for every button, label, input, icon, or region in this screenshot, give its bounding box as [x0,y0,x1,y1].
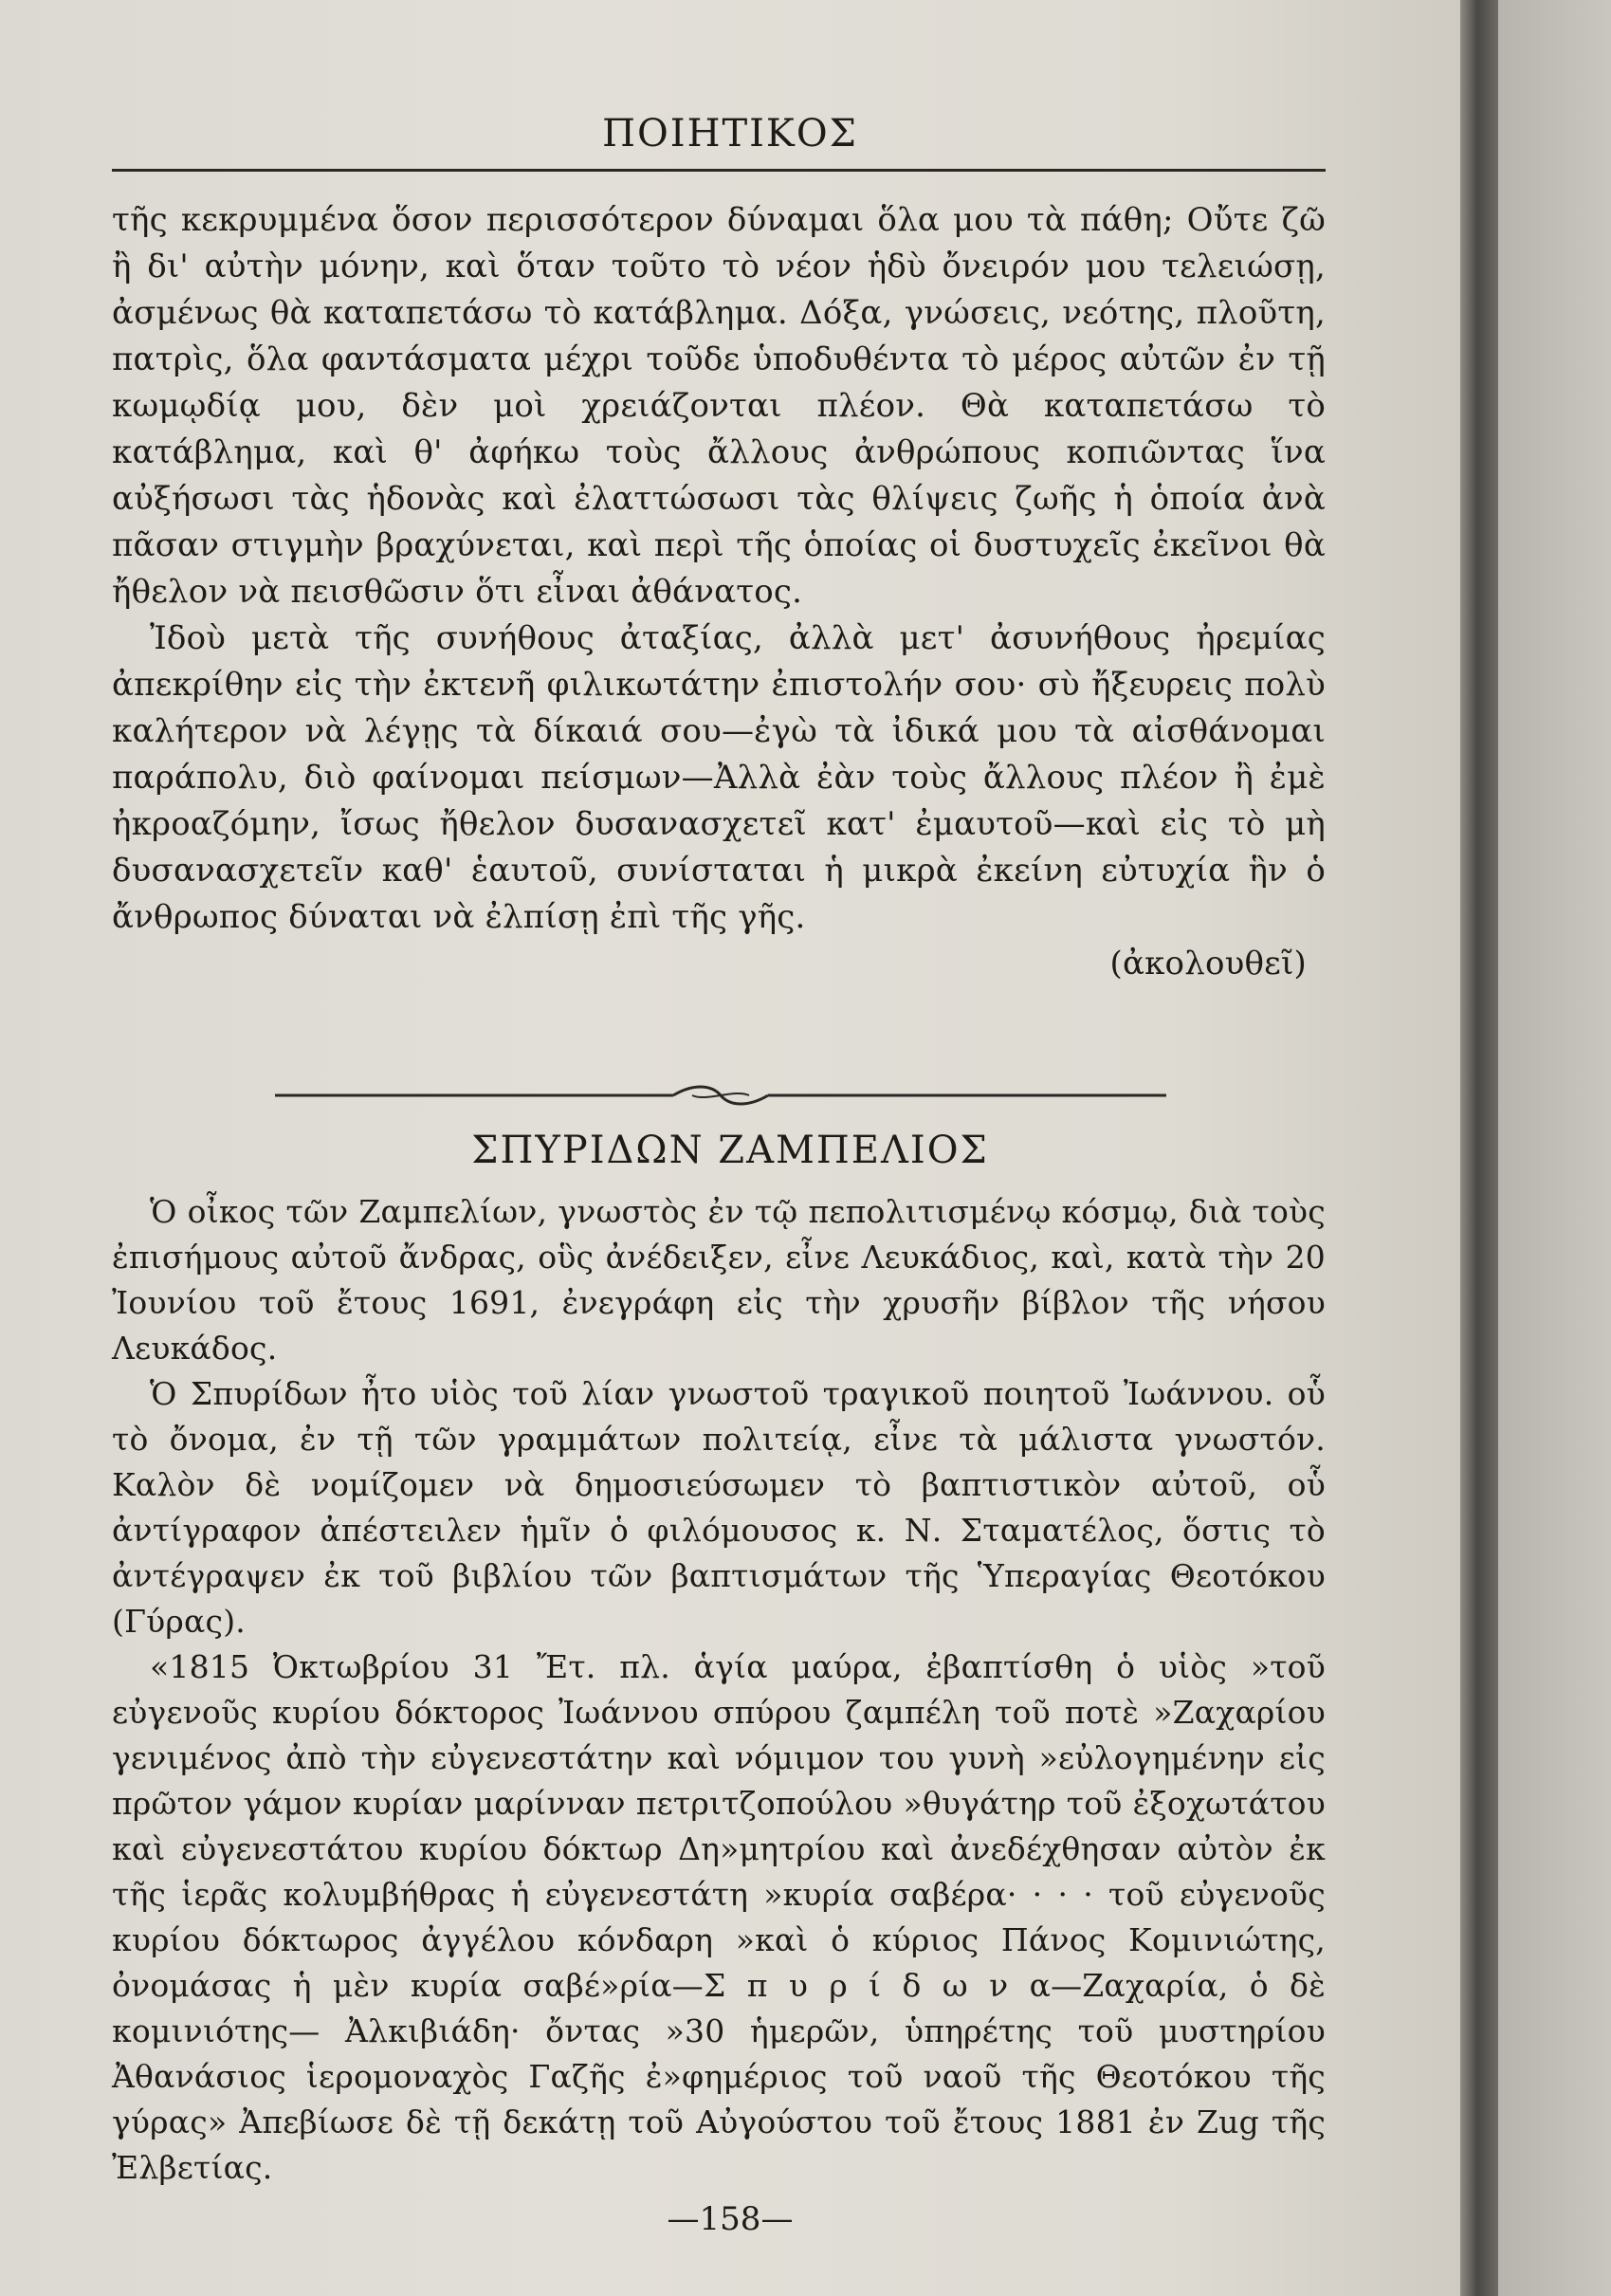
book-spine [1460,0,1498,2296]
adjacent-page-edge [1498,0,1611,2296]
ornamental-divider [275,1081,1166,1110]
paragraph: Ἰδοὺ μετὰ τῆς συνήθους ἀταξίας, ἀλλὰ μετ' ἀσυνήθους ἠρεμίας ἀπεκρίθην εἰς τὴν ἐκτενῆ φιλικωτάτην ἐπιστολήν σου· σὺ ἤξευρεις πολὺ καλήτερον νὰ λέγῃς τὰ δίκαιά σου—ἐγὼ τὰ ἰδικά μου τὰ αἰσθάνομαι παράπολυ, διὸ φαίνομαι πείσμων—Ἀλλὰ ἐὰν τοὺς ἄλλους πλέον ἢ ἐμὲ ἠκροαζόμην, ἴσως ἤθελον δυσανασχετεῖ κατ' ἐμαυτοῦ—καὶ εἰς τὸ μὴ δυσανασχετεῖν καθ' ἑαυτοῦ, συνίσταται ἡ μικρὰ ἐκείνη εὐτυχία ἣν ὁ ἄνθρωπος δύναται νὰ ἐλπίσῃ ἐπὶ τῆς γῆς. [112,619,1326,936]
page-number: —158— [667,2200,794,2238]
paragraph: Ὁ Σπυρίδων ἦτο υἱὸς τοῦ λίαν γνωστοῦ τραγικοῦ ποιητοῦ Ἰωάννου. οὗ τὸ ὄνομα, ἐν τῇ τῶν γραμμάτων πολιτείᾳ, εἶνε τὰ μάλιστα γνωστόν. Καλὸν δὲ νομίζομεν νὰ δημοσιεύσωμεν τὸ βαπτιστικὸν αὐτοῦ, οὗ ἀντίγραφον ἀπέστειλεν ἡμῖν ὁ φιλόμουσος κ. Ν. Σταματέλος, ὅστις τὸ ἀντέγραψεν ἐκ τοῦ βιβλίου τῶν βαπτισμάτων τῆς Ὑπεραγίας Θεοτόκου (Γύρας). [112,1375,1326,1640]
running-header: ΠΟΙΗΤΙΚΟΣ [602,112,858,156]
continued-note: (ἀκολουθεῖ) [1109,945,1307,983]
paragraph: τῆς κεκρυμμένα ὅσον περισσότερον δύναμαι ὅλα μου τὰ πάθη; Οὔτε ζῶ ἢ δι' αὐτὴν μόνην, καὶ ὅταν τοῦτο τὸ νέον ἡδὺ ὄνειρόν μου τελειώσῃ, ἀσμένως θὰ καταπετάσω τὸ κατάβλημα. Δόξα, γνώσεις, νεότης, πλοῦτη, πατρὶς, ὅλα φαντάσματα μέχρι τοῦδε ὑποδυθέντα τὸ μέρος αὐτῶν ἐν τῇ κωμῳδίᾳ μου, δὲν μοὶ χρειάζονται πλέον. Θὰ καταπετάσω τὸ κατάβλημα, καὶ θ' ἀφήκω τοὺς ἄλλους ἀνθρώπους κοπιῶντας ἵνα αὐξήσωσι τὰς ἡδονὰς καὶ ἐλαττώσωσι τὰς θλίψεις ζωῆς ἡ ὁποία ἀνὰ πᾶσαν στιγμὴν βραχύνεται, καὶ περὶ τῆς ὁποίας οἱ δυστυχεῖς ἐκεῖνοι θὰ ἤθελον νὰ πεισθῶσιν ὅτι εἶναι ἀθάνατος. [112,201,1326,611]
paragraph: Ὁ οἶκος τῶν Ζαμπελίων, γνωστὸς ἐν τῷ πεπολιτισμένῳ κόσμῳ, διὰ τοὺς ἐπισήμους αὐτοῦ ἄνδρας, οὓς ἀνέδειξεν, εἶνε Λευκάδιος, καὶ, κατὰ τὴν 20 Ἰουνίου τοῦ ἔτους 1691, ἐνεγράφη εἰς τὴν χρυσῆν βίβλον τῆς νήσου Λευκάδος. [112,1193,1326,1367]
header-rule [112,169,1326,172]
article-text [112,1189,1326,2191]
continued-text [112,197,1326,987]
section-title: ΣΠΥΡΙΔΩΝ ΖΑΜΠΕΛΙΟΣ [471,1129,989,1172]
baptismal-record: «1815 Ὀκτωβρίου 31 Ἔτ. πλ. ἁγία μαύρα, ἐβαπτίσθη ὁ υἱὸς »τοῦ εὐγενοῦς κυρίου δόκτορος Ἰωάννου σπύρου ζαμπέλη τοῦ ποτὲ »Ζαχαρίου γενιμένος ἀπὸ τὴν εὐγενεστάτην καὶ νόμιμον του γυνὴ »εὐλογημένην εἰς πρῶτον γάμον κυρίαν μαρίνναν πετριτζοπούλου »θυγάτηρ τοῦ ἐξοχωτάτου καὶ εὐγενεστάτου κυρίου δόκτωρ Δη»μητρίου καὶ ἀνεδέχθησαν αὐτὸν ἐκ τῆς ἱερᾶς κολυμβήθρας ἡ εὐγενεστάτη »κυρία σαβέρα· · · · τοῦ εὐγενοῦς κυρίου δόκτωρος ἀγγέλου κόνδαρη »καὶ ὁ κύριος Πάνος Κομινιώτης, ὀνομάσας ἡ μὲν κυρία σαβέ»ρία—Σ π υ ρ ί δ ω ν α—Ζαχαρία, ὁ δὲ κομινιότης— Ἀλκιβιάδη· ὄντας »30 ἡμερῶν, ὑπηρέτης τοῦ μυστηρίου Ἀθανάσιος ἱερομοναχὸς Γαζῆς ἐ»φημέριος τοῦ ναοῦ τῆς Θεοτόκου τῆς γύρας» Ἀπεβίωσε δὲ τῇ δεκάτῃ τοῦ Αὐγούστου τοῦ ἔτους 1881 ἐν Zug τῆς Ἐλβετίας. [112,1648,1326,2186]
